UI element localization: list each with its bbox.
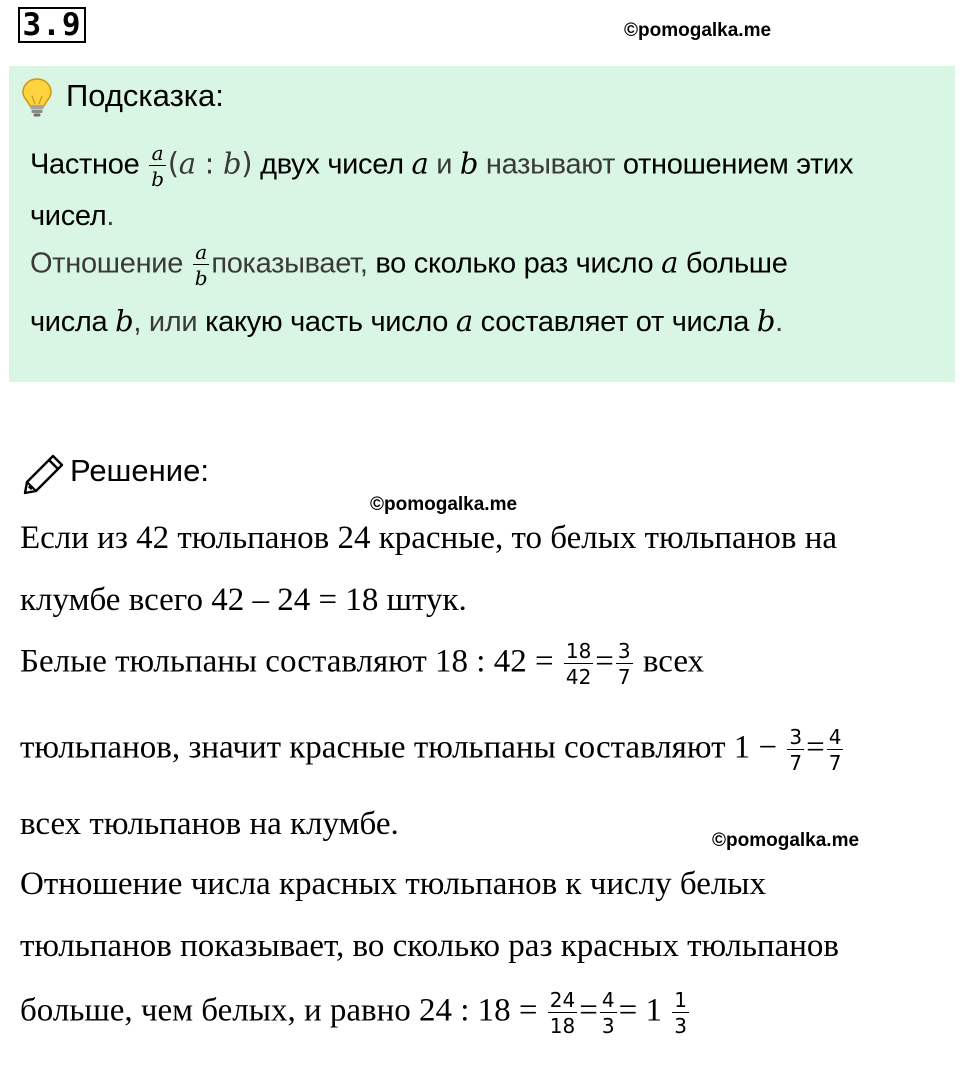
hint-box	[9, 66, 955, 382]
fraction-18-42	[564, 641, 593, 687]
fraction-1-3	[672, 990, 689, 1036]
hint-text: во сколько раз число	[375, 247, 662, 280]
fraction-denominator: 7	[789, 751, 803, 775]
solution-line-6: Отношение числа красных тюльпанов к числу белых	[20, 866, 766, 902]
hint-text: (	[167, 146, 179, 181]
solution-line-3	[20, 641, 704, 687]
fraction-denominator: b	[151, 167, 164, 191]
solution-text: всех	[642, 643, 705, 680]
pencil-icon	[22, 452, 66, 496]
solution-line-7: тюльпанов показывает, во сколько раз красных тюльпанов	[20, 928, 839, 964]
hint-text: Частное	[30, 148, 140, 181]
hint-line-4	[30, 304, 783, 339]
hint-text: называют	[478, 148, 623, 181]
hint-line-3	[30, 242, 788, 288]
fraction-3-7	[616, 641, 633, 687]
solution-text: =	[806, 729, 825, 766]
variable-a: a	[661, 245, 679, 280]
fraction-numerator: 1	[674, 988, 687, 1012]
hint-text: двух чисел	[252, 148, 412, 181]
fraction-numerator: a	[193, 242, 210, 265]
hint-title: Подсказка:	[66, 78, 224, 113]
solution-line-4	[20, 727, 845, 773]
task-number: 3.9	[18, 7, 86, 43]
variable-a: a	[178, 146, 196, 181]
solution-text: Белые тюльпаны составляют 18 : 42 =	[20, 643, 554, 680]
fraction-a-over-b	[193, 242, 210, 288]
fraction-denominator: 7	[828, 751, 842, 775]
hint-text: показывает,	[211, 247, 376, 280]
solution-text: = 1	[618, 992, 662, 1029]
hint-line-2	[30, 200, 114, 233]
solution-line-8	[20, 990, 691, 1036]
watermark: ©pomogalka.me	[712, 830, 860, 851]
variable-b: b	[756, 304, 776, 338]
hint-text: больше	[678, 247, 788, 280]
fraction-denominator: 42	[565, 665, 592, 689]
fraction-4-3	[600, 990, 617, 1036]
hint-text: составляет от числа	[472, 306, 757, 338]
fraction-a-over-b	[149, 143, 166, 189]
watermark: ©pomogalka.me	[624, 20, 772, 41]
fraction-numerator: 24	[549, 988, 576, 1012]
hint-text: числа	[30, 306, 116, 338]
fraction-denominator: 3	[601, 1014, 615, 1038]
hint-line-1	[30, 143, 853, 189]
fraction-numerator: a	[149, 143, 166, 166]
fraction-numerator: 18	[565, 639, 592, 663]
solution-line-1: Если из 42 тюльпанов 24 красные, то белых тюльпанов на	[20, 520, 838, 556]
watermark: ©pomogalka.me	[370, 494, 518, 515]
solution-text: =	[579, 992, 598, 1029]
fraction-3-7	[787, 727, 804, 773]
solution-line-5: всех тюльпанов на клумбе.	[20, 806, 399, 842]
fraction-denominator: 3	[674, 1014, 687, 1038]
hint-text: чисел	[30, 200, 107, 232]
fraction-numerator: 3	[789, 725, 803, 749]
variable-b: b	[459, 146, 479, 181]
fraction-denominator: 7	[617, 665, 631, 689]
variable-a: a	[411, 146, 429, 181]
fraction-numerator: 4	[601, 988, 615, 1012]
solution-text: больше, чем белых, и равно 24 : 18 =	[20, 992, 538, 1029]
variable-a: a	[455, 304, 473, 338]
hint-text: какую часть число	[205, 306, 456, 338]
hint-text: .	[775, 306, 783, 338]
hint-text: , или	[133, 306, 206, 338]
hint-text: Отношение	[30, 247, 184, 280]
variable-b: b	[223, 146, 242, 181]
hint-text: отношением этих	[622, 148, 854, 181]
fraction-denominator: b	[194, 266, 208, 290]
fraction-denominator: 18	[549, 1014, 576, 1038]
hint-text: и	[428, 148, 460, 181]
variable-b: b	[115, 304, 134, 338]
hint-text: .	[106, 200, 115, 232]
solution-text: =	[595, 643, 614, 680]
fraction-24-18	[548, 990, 577, 1036]
hint-text: :	[195, 146, 224, 181]
solution-title: Решение:	[70, 453, 209, 488]
lightbulb-icon	[19, 76, 55, 120]
fraction-4-7	[827, 727, 844, 773]
fraction-numerator: 4	[828, 725, 842, 749]
fraction-numerator: 3	[617, 639, 631, 663]
solution-line-2: клумбе всего 42 – 24 = 18 штук.	[20, 582, 467, 618]
hint-text: )	[241, 146, 253, 181]
solution-text: тюльпанов, значит красные тюльпаны составляют 1 −	[20, 729, 778, 766]
